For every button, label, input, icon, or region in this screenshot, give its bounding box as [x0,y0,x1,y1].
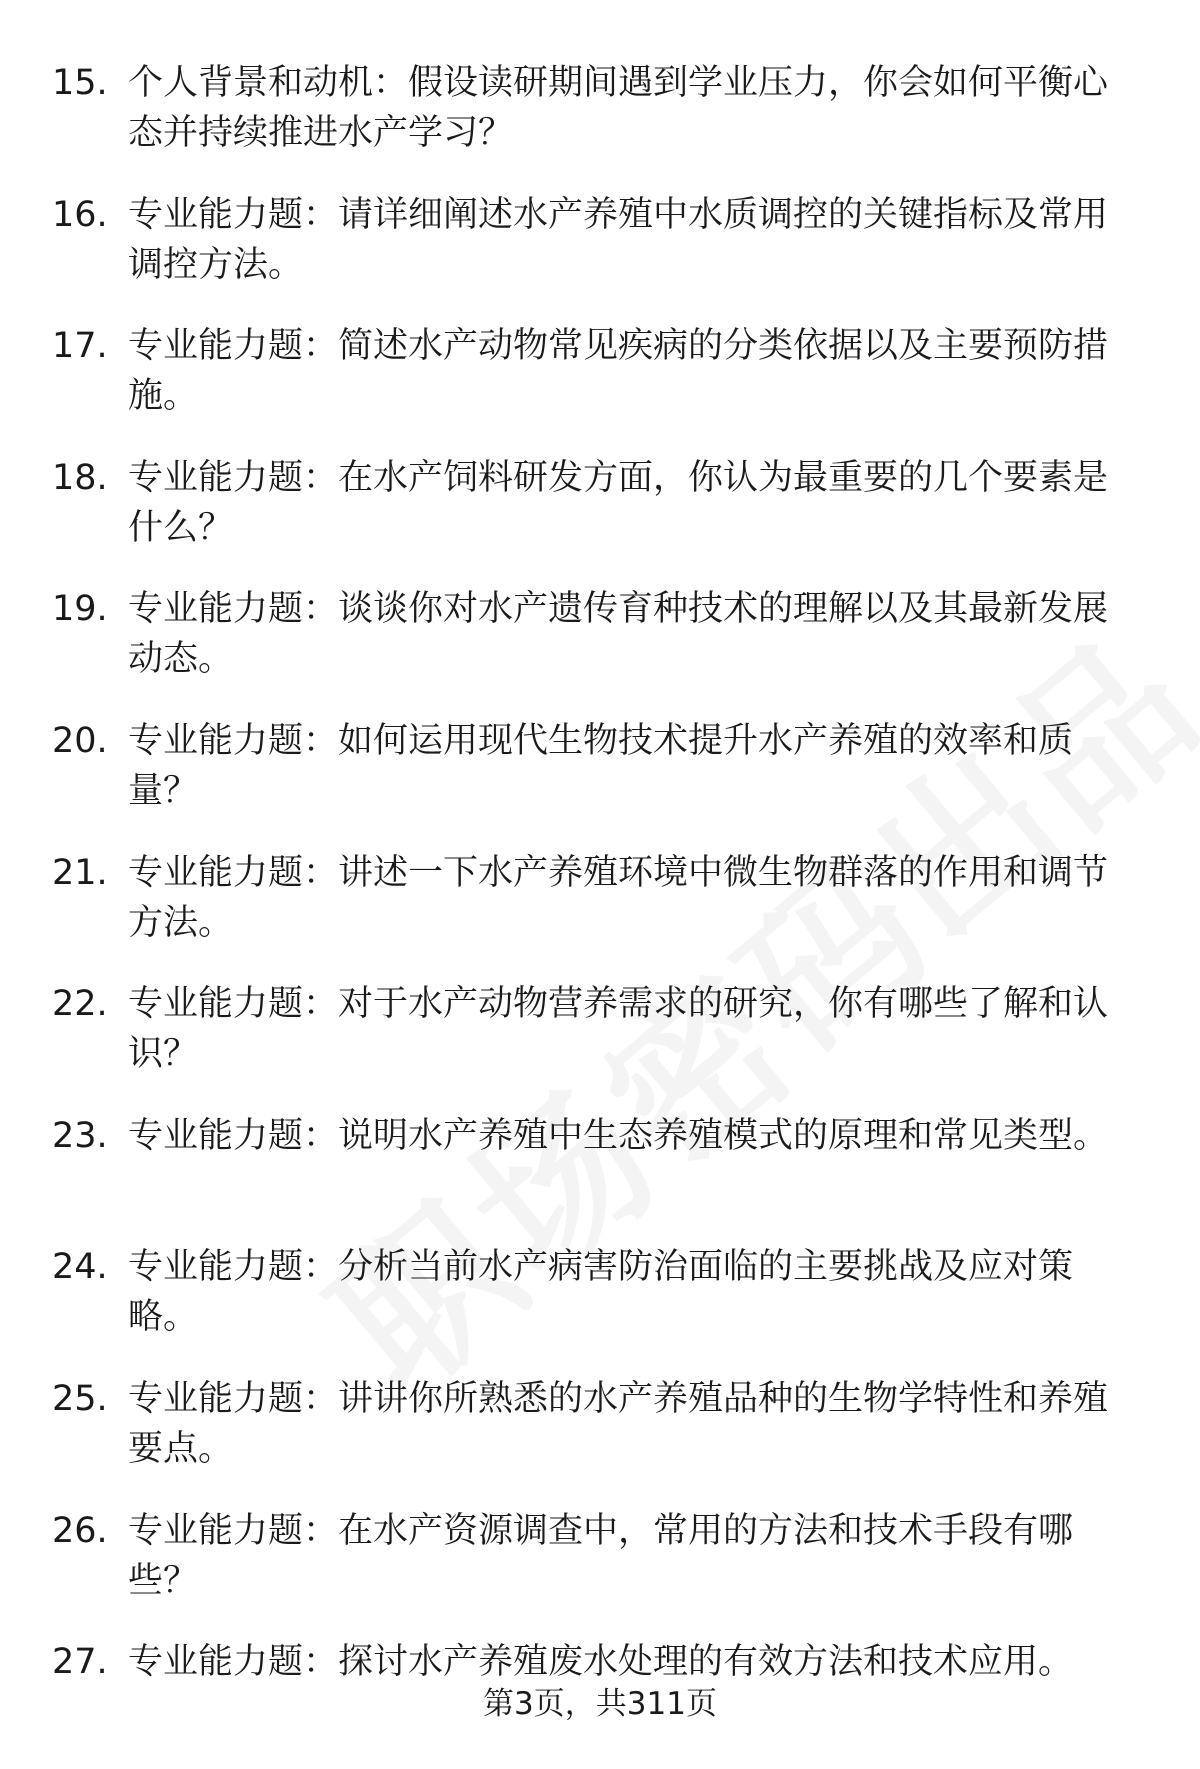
question-text: 专业能力题：讲讲你所熟悉的水产养殖品种的生物学特性和养殖要点。 [128,1378,1109,1469]
question-number: 15. [52,63,108,103]
question-text: 专业能力题：如何运用现代生物技术提升水产养殖的效率和质量？ [128,720,1074,811]
question-number: 26. [52,1510,108,1551]
question-text: 专业能力题：讲述一下水产养殖环境中微生物群落的作用和调节方法。 [128,852,1109,943]
question-item [0,584,1200,716]
page-footer: 第3页，共311页 [483,1686,717,1722]
question-text: 个人背景和动机：假设读研期间遇到学业压力，你会如何平衡心态并持续推进水产学习？ [128,63,1109,153]
question-text: 专业能力题：分析当前水产病害防治面临的主要挑战及应对策略。 [128,1247,1074,1338]
question-number: 21. [52,852,108,893]
question-item [0,190,1200,322]
question-text: 专业能力题：在水产饲料研发方面，你认为最重要的几个要素是什么？ [128,457,1109,548]
question-text: 专业能力题：探讨水产养殖废水处理的有效方法和技术应用。 [128,1642,1074,1683]
question-item [0,716,1200,848]
question-text: 专业能力题：说明水产养殖中生态养殖模式的原理和常见类型。 [128,1115,1109,1156]
question-number: 22. [52,984,108,1025]
question-item [0,58,1200,190]
question-number: 19. [52,589,108,630]
question-item [0,1506,1200,1638]
question-item [0,321,1200,453]
question-item [0,979,1200,1111]
question-item [0,1242,1200,1374]
question-number: 20. [52,720,108,761]
question-text: 专业能力题：请详细阐述水产养殖中水质调控的关键指标及常用调控方法。 [128,194,1109,285]
question-number: 25. [52,1378,108,1419]
question-number: 23. [52,1115,108,1156]
question-list [0,58,1200,1769]
question-number: 18. [52,457,108,498]
question-number: 16. [52,194,108,235]
question-number: 24. [52,1247,108,1288]
question-text: 专业能力题：谈谈你对水产遗传育种技术的理解以及其最新发展动态。 [128,589,1109,680]
question-text: 专业能力题：在水产资源调查中，常用的方法和技术手段有哪些？ [128,1510,1074,1601]
question-item [0,1111,1200,1243]
question-text: 专业能力题：简述水产动物常见疾病的分类依据以及主要预防措施。 [128,326,1109,417]
question-item [0,453,1200,585]
question-number: 27. [52,1642,108,1683]
question-item [0,1374,1200,1506]
question-number: 17. [52,326,108,367]
question-text: 专业能力题：对于水产动物营养需求的研究，你有哪些了解和认识？ [128,984,1109,1075]
question-item [0,848,1200,980]
